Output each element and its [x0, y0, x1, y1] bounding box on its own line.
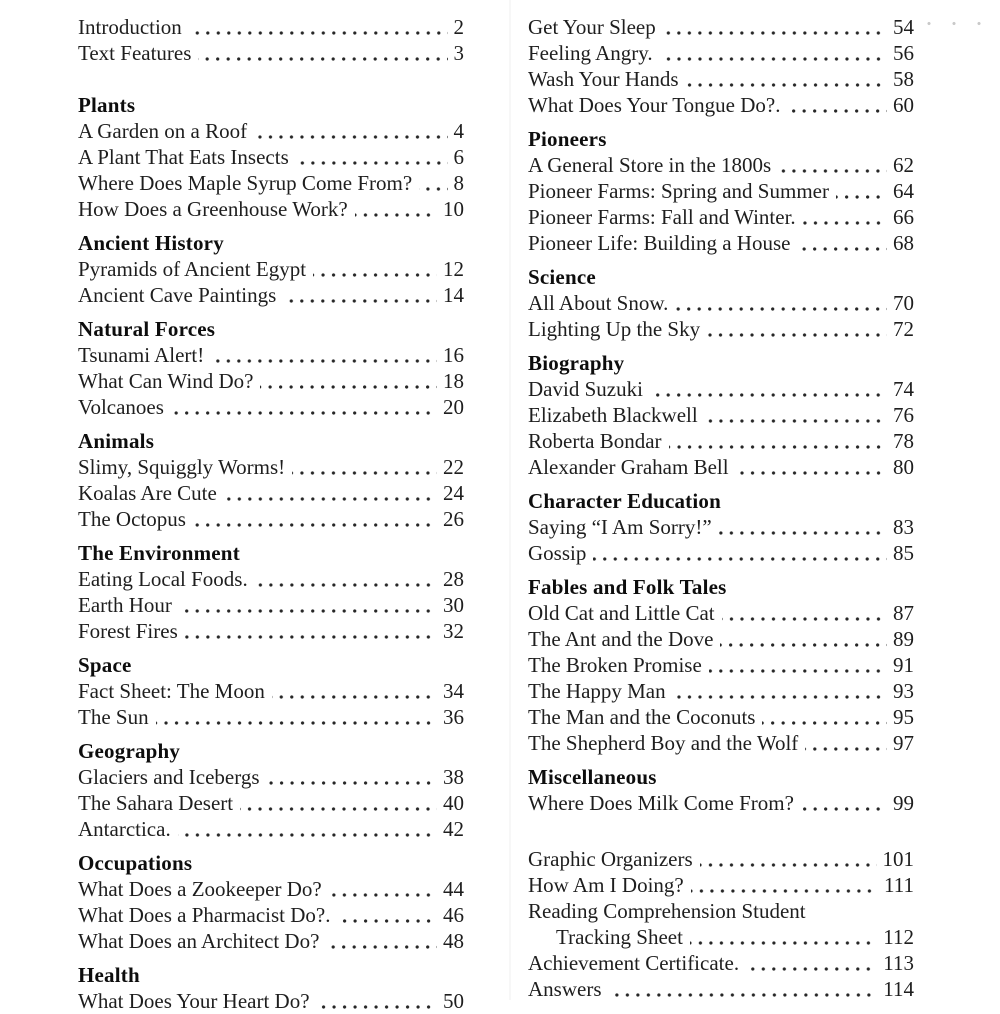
entry-title: Text Features [78, 41, 192, 65]
entry-title: Fact Sheet: The Moon [78, 679, 265, 703]
entry-page-number: 66 [893, 205, 914, 229]
toc-entry [78, 790, 464, 816]
dot-leader [224, 497, 437, 501]
toc-entry [528, 790, 914, 816]
dot-leader [805, 747, 887, 751]
entry-title: Where Does Maple Syrup Come From? [78, 171, 413, 195]
entry-title: Tracking Sheet [556, 925, 683, 949]
entry-title: Glaciers and Icebergs [78, 765, 260, 789]
entry-title: The Broken Promise [528, 653, 702, 677]
toc-entry [528, 976, 914, 1002]
toc-entry [78, 394, 464, 420]
entry-title: Ancient Cave Paintings [78, 283, 277, 307]
toc-entry [78, 170, 464, 196]
entry-title: The Sun [78, 705, 149, 729]
section-heading: The Environment [78, 541, 240, 565]
toc-entry [78, 368, 464, 394]
toc-entry [528, 152, 914, 178]
dot-leader [255, 583, 437, 587]
entry-title: The Octopus [78, 507, 186, 531]
toc-entry [528, 872, 914, 898]
entry-title: What Does Your Heart Do? [78, 989, 310, 1013]
dot-leader [338, 919, 437, 923]
section-heading: Science [528, 265, 596, 289]
toc-entry [528, 846, 914, 872]
entry-page-number: 74 [893, 377, 914, 401]
dot-leader [787, 109, 887, 113]
entry-page-number: 83 [893, 515, 914, 539]
toc-entry [528, 924, 914, 950]
entry-page-number: 10 [443, 197, 464, 221]
entry-page-number: 22 [443, 455, 464, 479]
entry-page-number: 64 [893, 179, 914, 203]
entry-title: The Man and the Coconuts [528, 705, 756, 729]
entry-page-number: 60 [893, 93, 914, 117]
toc-entry [78, 506, 464, 532]
toc-entry [78, 988, 464, 1014]
entry-title: Roberta Bondar [528, 429, 662, 453]
entry-title: Get Your Sleep [528, 15, 656, 39]
dot-leader [198, 57, 447, 61]
toc-entry [78, 902, 464, 928]
dot-leader [185, 635, 437, 639]
section-heading: Biography [528, 351, 625, 375]
dot-leader [669, 445, 887, 449]
entry-title: Forest Fires [78, 619, 178, 643]
dot-leader [193, 523, 437, 527]
toc-entry [78, 196, 464, 222]
entry-title: What Does a Pharmacist Do?. [78, 903, 331, 927]
entry-title: The Shepherd Boy and the Wolf [528, 731, 799, 755]
toc-section [528, 846, 914, 1002]
dot-leader [189, 31, 448, 35]
dot-leader [736, 471, 887, 475]
entry-page-number: 36 [443, 705, 464, 729]
toc-section-biography [528, 350, 914, 480]
entry-title: A Plant That Eats Insects [78, 145, 289, 169]
dot-leader [156, 721, 437, 725]
entry-title: All About Snow. [528, 291, 669, 315]
toc-entry [78, 40, 464, 66]
entry-title: Pioneer Farms: Spring and Summer [528, 179, 829, 203]
entry-title: Pioneer Life: Building a House [528, 231, 791, 255]
toc-entry [528, 92, 914, 118]
entry-page-number: 56 [893, 41, 914, 65]
dot-leader [709, 669, 887, 673]
section-heading: Natural Forces [78, 317, 216, 341]
entry-page-number: 68 [893, 231, 914, 255]
toc-entry [78, 764, 464, 790]
entry-page-number: 89 [893, 627, 914, 651]
entry-title: Achievement Certificate. [528, 951, 740, 975]
dot-leader [690, 941, 877, 945]
entry-title: Gossip [528, 541, 587, 565]
toc-entry [528, 514, 914, 540]
entry-page-number: 2 [453, 15, 464, 39]
entry-title: How Am I Doing? [528, 873, 684, 897]
toc-entry [78, 592, 464, 618]
toc-section-science [528, 264, 914, 342]
toc-section-fables-and-folk-tales [528, 574, 914, 756]
entry-page-number: 44 [443, 877, 464, 901]
toc-entry [528, 14, 914, 40]
toc-entry [528, 428, 914, 454]
entry-page-number: 42 [443, 817, 464, 841]
entry-title: Saying “I Am Sorry!” [528, 515, 712, 539]
toc-entry [78, 256, 464, 282]
toc-section-animals [78, 428, 464, 532]
entry-page-number: 95 [893, 705, 914, 729]
section-heading: Animals [78, 429, 155, 453]
toc-section [78, 14, 464, 66]
entry-title: Reading Comprehension Student [528, 899, 806, 923]
entry-title: A Garden on a Roof [78, 119, 248, 143]
toc-entry [528, 950, 914, 976]
toc-entry [528, 540, 914, 566]
dot-leader [171, 411, 437, 415]
entry-title: Koalas Are Cute [78, 481, 217, 505]
entry-page-number: 113 [883, 951, 914, 975]
entry-title: Elizabeth Blackwell [528, 403, 698, 427]
dot-leader [801, 807, 887, 811]
section-heading: Character Education [528, 489, 721, 513]
entry-title: Feeling Angry. [528, 41, 653, 65]
dot-leader [272, 695, 437, 699]
entry-title: Slimy, Squiggly Worms! [78, 455, 286, 479]
entry-page-number: 48 [443, 929, 464, 953]
entry-page-number: 4 [453, 119, 464, 143]
entry-title: Antarctica. [78, 817, 171, 841]
entry-page-number: 34 [443, 679, 464, 703]
entry-page-number: 14 [443, 283, 464, 307]
entry-page-number: 58 [893, 67, 914, 91]
entry-page-number: 46 [443, 903, 464, 927]
entry-page-number: 85 [893, 541, 914, 565]
toc-entry [528, 454, 914, 480]
entry-title: Wash Your Hands [528, 67, 679, 91]
dot-leader [797, 247, 887, 251]
toc-column-right [528, 0, 914, 1002]
dot-leader [179, 609, 437, 613]
entry-title: Introduction [78, 15, 182, 39]
toc-entry [528, 316, 914, 342]
toc-entry [528, 730, 914, 756]
entry-title: A General Store in the 1800s [528, 153, 772, 177]
toc-entry [528, 402, 914, 428]
toc-entry [78, 14, 464, 40]
entry-page-number: 72 [893, 317, 914, 341]
entry-page-number: 76 [893, 403, 914, 427]
section-heading: Occupations [78, 851, 193, 875]
toc-section-health [78, 962, 464, 1014]
toc-entry [528, 600, 914, 626]
entry-title: Old Cat and Little Cat [528, 601, 715, 625]
entry-title: David Suzuki [528, 377, 643, 401]
toc-entry [528, 652, 914, 678]
entry-title: Pyramids of Ancient Egypt [78, 257, 307, 281]
toc-entry [78, 566, 464, 592]
toc-column-left [78, 0, 464, 1014]
dot-leader [720, 643, 887, 647]
dot-leader [836, 195, 887, 199]
entry-page-number: 97 [893, 731, 914, 755]
dot-leader [722, 617, 887, 621]
entry-page-number: 12 [443, 257, 464, 281]
entry-title: Earth Hour [78, 593, 172, 617]
dot-leader [778, 169, 887, 173]
toc-section-plants [78, 92, 464, 222]
dot-leader [254, 135, 447, 139]
dot-leader [609, 993, 878, 997]
section-heading: Health [78, 963, 140, 987]
toc-section-space [78, 652, 464, 730]
toc-entry [528, 204, 914, 230]
dot-leader [700, 863, 877, 867]
section-heading: Pioneers [528, 127, 607, 151]
entry-page-number: 28 [443, 567, 464, 591]
entry-page-number: 54 [893, 15, 914, 39]
entry-page-number: 18 [443, 369, 464, 393]
entry-page-number: 24 [443, 481, 464, 505]
toc-section-geography [78, 738, 464, 842]
entry-title: Alexander Graham Bell [528, 455, 729, 479]
entry-title: The Happy Man [528, 679, 666, 703]
toc-entry [528, 66, 914, 92]
toc-entry [528, 704, 914, 730]
entry-title: Graphic Organizers [528, 847, 693, 871]
scan-crease [509, 0, 511, 1000]
toc-entry [528, 178, 914, 204]
toc-entry [78, 704, 464, 730]
dot-leader [178, 833, 437, 837]
section-heading: Fables and Folk Tales [528, 575, 727, 599]
dot-leader [240, 807, 437, 811]
dot-leader [211, 359, 437, 363]
toc-section-miscellaneous [528, 764, 914, 816]
toc-entry [528, 40, 914, 66]
dot-leader [762, 721, 887, 725]
toc-entry [78, 282, 464, 308]
dot-leader [675, 307, 887, 311]
entry-page-number: 91 [893, 653, 914, 677]
toc-entry [78, 342, 464, 368]
entry-title: Tsunami Alert! [78, 343, 205, 367]
entry-page-number: 50 [443, 989, 464, 1013]
entry-title: Where Does Milk Come From? [528, 791, 794, 815]
dot-leader [719, 531, 887, 535]
toc-section-the-environment [78, 540, 464, 644]
toc-entry [78, 816, 464, 842]
toc-entry [78, 118, 464, 144]
entry-title: Volcanoes [78, 395, 164, 419]
toc-section-pioneers [528, 126, 914, 256]
section-heading: Space [78, 653, 132, 677]
toc-entry [78, 876, 464, 902]
entry-title: The Sahara Desert [78, 791, 234, 815]
entry-title: What Does Your Tongue Do?. [528, 93, 781, 117]
toc-entry [78, 454, 464, 480]
dot-leader [317, 1005, 437, 1009]
entry-page-number: 32 [443, 619, 464, 643]
entry-page-number: 112 [883, 925, 914, 949]
dot-leader [686, 83, 887, 87]
section-heading: Ancient History [78, 231, 224, 255]
toc-section-ancient-history [78, 230, 464, 308]
toc-entry [78, 618, 464, 644]
dot-leader [691, 889, 878, 893]
entry-page-number: 3 [453, 41, 464, 65]
section-heading: Plants [78, 93, 136, 117]
toc-entry [78, 678, 464, 704]
dot-leader [355, 213, 437, 217]
entry-page-number: 8 [453, 171, 464, 195]
entry-page-number: 114 [883, 977, 914, 1001]
toc-entry [78, 144, 464, 170]
toc-entry [528, 678, 914, 704]
dot-leader [660, 57, 887, 61]
dot-leader [267, 781, 437, 785]
toc-entry [528, 626, 914, 652]
dot-leader [707, 333, 887, 337]
entry-title: The Ant and the Dove [528, 627, 714, 651]
toc-entry [78, 928, 464, 954]
toc-section-character-education [528, 488, 914, 566]
entry-page-number: 30 [443, 593, 464, 617]
dot-leader [663, 31, 887, 35]
dot-leader [705, 419, 887, 423]
toc-section-occupations [78, 850, 464, 954]
entry-page-number: 20 [443, 395, 464, 419]
dot-leader [283, 299, 437, 303]
dot-leader [329, 893, 437, 897]
entry-page-number: 78 [893, 429, 914, 453]
entry-title: Eating Local Foods. [78, 567, 248, 591]
entry-title: Answers [528, 977, 602, 1001]
dot-leader [260, 385, 437, 389]
entry-title: Lighting Up the Sky [528, 317, 701, 341]
scan-artifact-dots [927, 21, 1000, 26]
entry-title: What Does an Architect Do? [78, 929, 320, 953]
entry-title: How Does a Greenhouse Work? [78, 197, 348, 221]
dot-leader [593, 557, 887, 561]
toc-entry [528, 898, 914, 924]
section-heading: Miscellaneous [528, 765, 657, 789]
toc-section [528, 14, 914, 118]
entry-page-number: 87 [893, 601, 914, 625]
dot-leader [746, 967, 877, 971]
entry-page-number: 62 [893, 153, 914, 177]
dot-leader [313, 273, 437, 277]
section-heading: Geography [78, 739, 181, 763]
entry-title: What Can Wind Do? [78, 369, 254, 393]
toc-section-natural-forces [78, 316, 464, 420]
entry-page-number: 101 [882, 847, 914, 871]
entry-page-number: 40 [443, 791, 464, 815]
entry-title: Pioneer Farms: Fall and Winter. [528, 205, 796, 229]
toc-entry [78, 480, 464, 506]
entry-page-number: 93 [893, 679, 914, 703]
entry-page-number: 99 [893, 791, 914, 815]
entry-title: What Does a Zookeeper Do? [78, 877, 322, 901]
dot-leader [803, 221, 887, 225]
toc-entry [528, 290, 914, 316]
dot-leader [296, 161, 448, 165]
entry-page-number: 6 [453, 145, 464, 169]
entry-page-number: 70 [893, 291, 914, 315]
dot-leader [650, 393, 887, 397]
dot-leader [673, 695, 887, 699]
entry-page-number: 16 [443, 343, 464, 367]
entry-page-number: 111 [884, 873, 914, 897]
entry-page-number: 80 [893, 455, 914, 479]
dot-leader [326, 945, 437, 949]
toc-entry [528, 376, 914, 402]
entry-page-number: 26 [443, 507, 464, 531]
toc-entry [528, 230, 914, 256]
dot-leader [292, 471, 437, 475]
entry-page-number: 38 [443, 765, 464, 789]
dot-leader [419, 187, 447, 191]
